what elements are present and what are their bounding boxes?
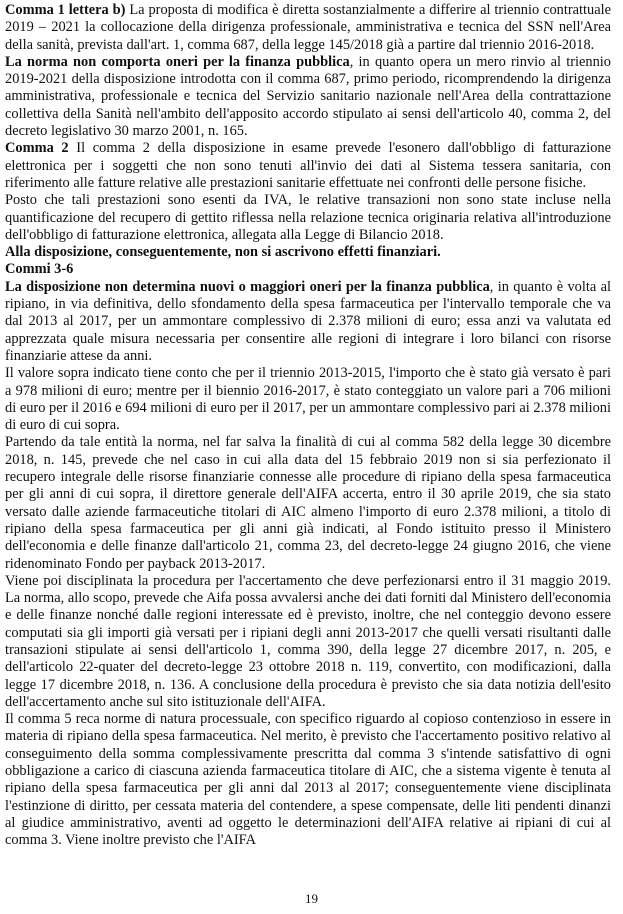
paragraph-text: Il valore sopra indicato tiene conto che per il triennio 2013-2015, l'importo che è stato già versato è pari a 978 milioni di euro; mentre per il biennio 2016-2017, è stato conteggiato un valore pari a 706 milioni di euro per il 2016 e 694 milioni di euro per il 2017, per un ammontare complessivo pari ai 2.378 milioni di euro di cui sopra. [5,365,611,434]
paragraph-iva [5,192,611,244]
paragraph-ripiano [5,279,611,365]
paragraph-no-oneri [5,54,611,140]
paragraph-procedura [5,573,611,711]
paragraph-comma-2 [5,140,611,192]
paragraph-no-effetti [5,244,611,261]
paragraph-comma-1 [5,2,611,54]
paragraph-text: Il comma 5 reca norme di natura processuale, con specifico riguardo al copioso contenzioso in essere in materia di ripiano della spesa farmaceutica. Nel merito, è previsto che l'accertamento positivo relativo al conseguimento della somma complessivamente prescritta dal comma 3 s'intende satisfattivo di ogni obbligazione a carico di ciascuna azienda farmaceutica titolare di AIC, che a sistema vigente è tenuta al ripiano della spesa farmaceutica per gli anni dal 2013 al 2017; conseguentemente viene disciplinata l'estinzione di diritto, per cessata materia del contendere, a spese compensate, delle liti pendenti dinanzi al giudice amministrativo, aventi ad oggetto le determinazioni dell'AIFA relative ai ripiani di cui al comma 3. Viene inoltre previsto che l'AIFA [5,711,611,849]
paragraph-partendo [5,434,611,572]
paragraph-text: Viene poi disciplinata la procedura per l'accertamento che deve perfezionarsi entro il 31 maggio 2019. La norma, allo scopo, prevede che Aifa possa avvalersi anche dei dati forniti dal Ministero dell'economia e delle finanze nonché dalle regioni interessate ed è previsto, inoltre, che nel conteggio devono essere computati sia gli importi già versati per i ripiani degli anni 2013-2017 che quelli versati risultanti dalle transazioni stipulate ai sensi dell'articolo 1, comma 390, della legge 27 dicembre 2017, n. 205, e dell'articolo 22-quater del decreto-legge 23 ottobre 2018 n. 119, convertito, con modificazioni, dalla legge 17 dicembre 2018, n. 136. A conclusione della procedura è previsto che sia data notizia dell'esito dell'accertamento anche sul sito istituzionale dell'AIFA. [5,572,611,710]
page-number: 19 [305,891,318,906]
heading-commi-3-6 [5,261,611,278]
paragraph-text: , in quanto è volta al ripiano, in via definitiva, dello sfondamento della spesa farmaceutica per l'intervallo temporale che va dal 2013 al 2017, per un ammontare complessivo di 2.378 milioni di euro; essa anzi va valutata ed apprezzata quale misura necessaria per consentire alle regioni di integrare i loro bilanci con risorse finanziarie attese da anni. [5,278,611,364]
paragraph-text: Il comma 2 della disposizione in esame prevede l'esonero dall'obbligo di fatturazione elettronica per i soggetti che non sono tenuti all'invio dei dati al Sistema tessera sanitaria, con riferimento alle fatture relative alle prestazioni sanitarie effettuate nei confronti delle persone fisiche. [5,140,611,191]
paragraph-text: , in quanto opera un mero rinvio al triennio 2019-2021 della disposizione introdotta con il comma 687, primo periodo, ricomprendendo la dirigenza amministrativa, professionale e tecnica del Servizio sanitario nazionale nell'Area della contrattazione collettiva della Sanità nell'ambito dell'apposito accordo stipulato ai sensi dell'articolo 40, comma 2, del decreto legislativo 30 marzo 2001, n. 165. [5,53,611,140]
paragraph-lead: La disposizione non determina nuovi o maggiori oneri per la finanza pubblica [5,278,490,295]
section-heading: Commi 3-6 [5,261,74,278]
paragraph-comma-5 [5,711,611,849]
paragraph-lead: Comma 2 [5,140,69,157]
paragraph-text: Posto che tali prestazioni sono esenti da IVA, le relative transazioni non sono state incluse nella quantificazione del recupero di gettito riflessa nella relazione tecnica originaria relativa all'introduzione dell'obbligo di fatturazione elettronica, allegata alla Legge di Bilancio 2018. [5,192,611,243]
paragraph-lead: Comma 1 lettera b) [5,2,126,18]
paragraph-lead: Alla disposizione, conseguentemente, non si ascrivono effetti finanziari. [5,244,441,261]
paragraph-lead: La norma non comporta oneri per la finanza pubblica [5,53,350,70]
document-body [5,2,611,850]
paragraph-text: Partendo da tale entità la norma, nel far salva la finalità di cui al comma 582 della legge 30 dicembre 2018, n. 145, prevede che nel caso in cui alla data del 15 febbraio 2019 non si sia perfezionato il recupero integrale delle risorse finanziarie connesse alle procedure di ripiano della spesa farmaceutica per gli anni di cui sopra, il direttore generale dell'AIFA accerta, entro il 30 aprile 2019, che sia stato versato dalle aziende farmaceutiche titolari di AIC almeno l'importo di euro 2.378 milioni, a titolo di ripiano della spesa farmaceutica per gli anni già indicati, al Fondo istituito presso il Ministero dell'economia e delle finanze dall'articolo 21, comma 23, del decreto-legge 24 giugno 2016, che viene ridenominato Fondo per payback 2013-2017. [5,434,611,572]
paragraph-text: La proposta di modifica è diretta sostanzialmente a differire al triennio contrattuale 2019 – 2021 la collocazione della dirigenza professionale, amministrativa e tecnica del SSN nell'Area della sanità, prevista dall'art. 1, comma 687, della legge 145/2018 già a partire dal triennio 2016-2018. [5,2,611,53]
paragraph-valore [5,365,611,434]
